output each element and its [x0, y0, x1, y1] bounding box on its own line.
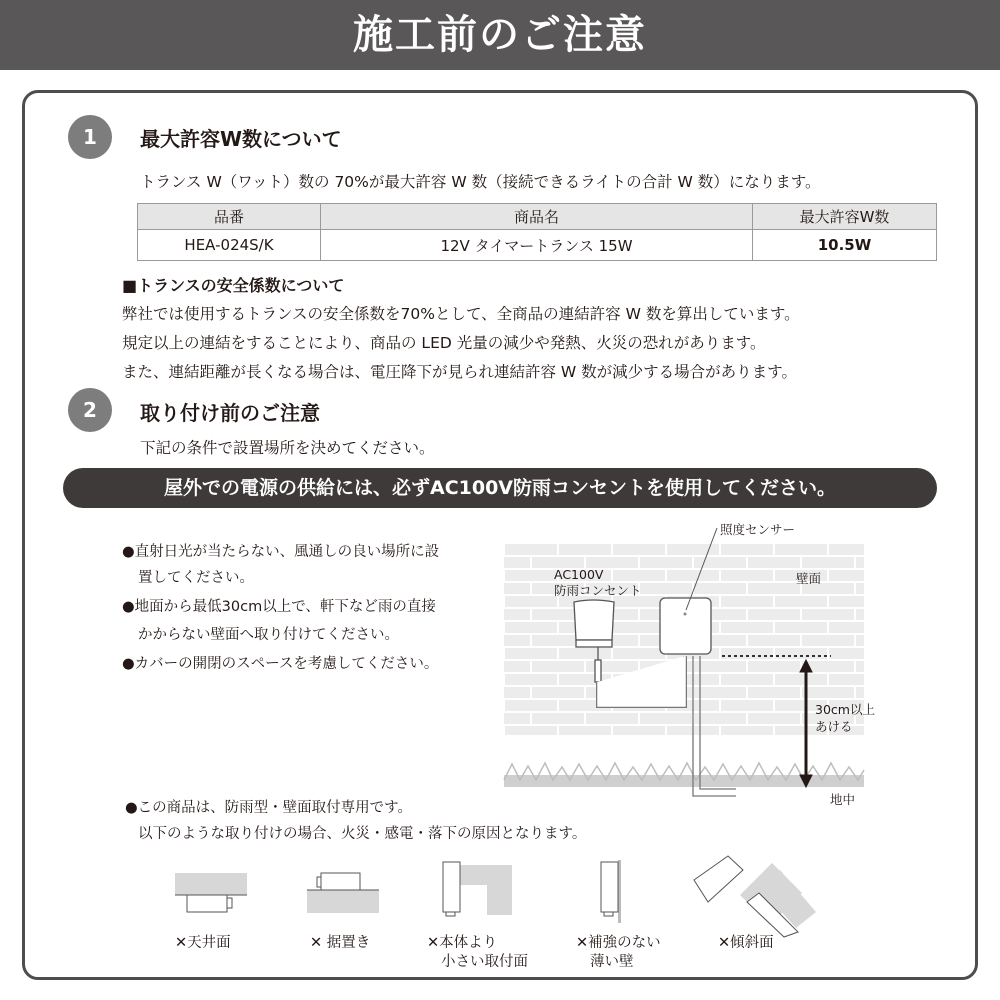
bullet-line: ●直射日光が当たらない、風通しの良い場所に設	[122, 544, 440, 560]
small-surface-icon	[443, 862, 512, 916]
section2-description: 下記の条件で設置場所を決めてください。	[140, 439, 435, 457]
safety-line: また、連結距離が長くなる場合は、電圧降下が見られ連結許容 W 数が減少する場合があります。	[122, 363, 797, 381]
bullet-line: ●カバーの開閉のスペースを考慮してください。	[122, 656, 439, 672]
ng-label-text: ✕傾斜面	[718, 935, 774, 951]
safety-line: 規定以上の連結をすることにより、商品の LED 光量の減少や発熱、火災の恐れがあります。	[122, 334, 766, 352]
ng-label-text: 薄い壁	[590, 954, 634, 970]
ng-label-text: ✕補強のない	[576, 935, 661, 951]
col-header-model: 品番	[138, 204, 321, 230]
sloped-surface-icon	[694, 856, 816, 937]
outlet-label: AC100V	[554, 567, 604, 582]
bullet-line: ●地面から最低30cm以上で、軒下など雨の直接	[122, 599, 436, 615]
col-header-max-watt: 最大許容W数	[753, 204, 937, 230]
page-title: 施工前のご注意	[0, 0, 1000, 70]
sensor-label: 照度センサー	[720, 522, 796, 537]
ng-label-text: ✕天井面	[175, 935, 231, 951]
height-label: 30cm以上	[815, 702, 875, 717]
warning-banner: 屋外での電源の供給には、必ずAC100V防雨コンセントを使用してください。	[63, 468, 937, 508]
cell-product: 12V タイマートランス 15W	[321, 230, 753, 261]
thin-wall-icon	[601, 860, 621, 923]
ng-label-ceiling	[175, 934, 231, 953]
bullet-line: かからない壁面へ取り付けてください。	[138, 627, 399, 643]
ng-label-slope	[718, 934, 774, 953]
section2-title: 取り付け前のご注意	[140, 401, 320, 425]
ng-label-floor	[310, 934, 370, 953]
col-header-product: 商品名	[321, 204, 753, 230]
ng-label-text: ✕ 据置き	[310, 935, 371, 951]
note-line: 以下のような取り付けの場合、火災・感電・落下の原因となります。	[138, 826, 587, 842]
note-line: ●この商品は、防雨型・壁面取付専用です。	[125, 800, 412, 816]
section1-description: トランス W（ワット）数の 70%が最大許容 W 数（接続できるライトの合計 W 数）になります。	[140, 173, 821, 191]
ng-label-text: 小さい取付面	[441, 954, 528, 970]
ng-label-text: ✕本体より	[427, 935, 498, 951]
wall-label: 壁面	[796, 571, 822, 586]
ng-label-small-surface	[427, 934, 528, 972]
ground-label: 地中	[830, 792, 856, 807]
cell-model: HEA-024S/K	[138, 230, 321, 261]
bullet-line: 置してください。	[138, 570, 254, 586]
section-number-1: 1	[68, 115, 112, 159]
outlet-label: 防雨コンセント	[554, 583, 642, 598]
ng-label-thin-wall	[576, 934, 661, 972]
safety-heading: ■トランスの安全係数について	[122, 276, 345, 295]
ceiling-mount-icon	[175, 873, 247, 912]
height-label: あける	[815, 719, 853, 734]
section1-title: 最大許容W数について	[140, 127, 342, 151]
section-number-2: 2	[68, 388, 112, 432]
floor-placement-icon	[307, 873, 379, 913]
cell-max-watt: 10.5W	[753, 230, 937, 261]
safety-line: 弊社では使用するトランスの安全係数を70%として、全商品の連結許容 W 数を算出しています。	[122, 305, 800, 323]
